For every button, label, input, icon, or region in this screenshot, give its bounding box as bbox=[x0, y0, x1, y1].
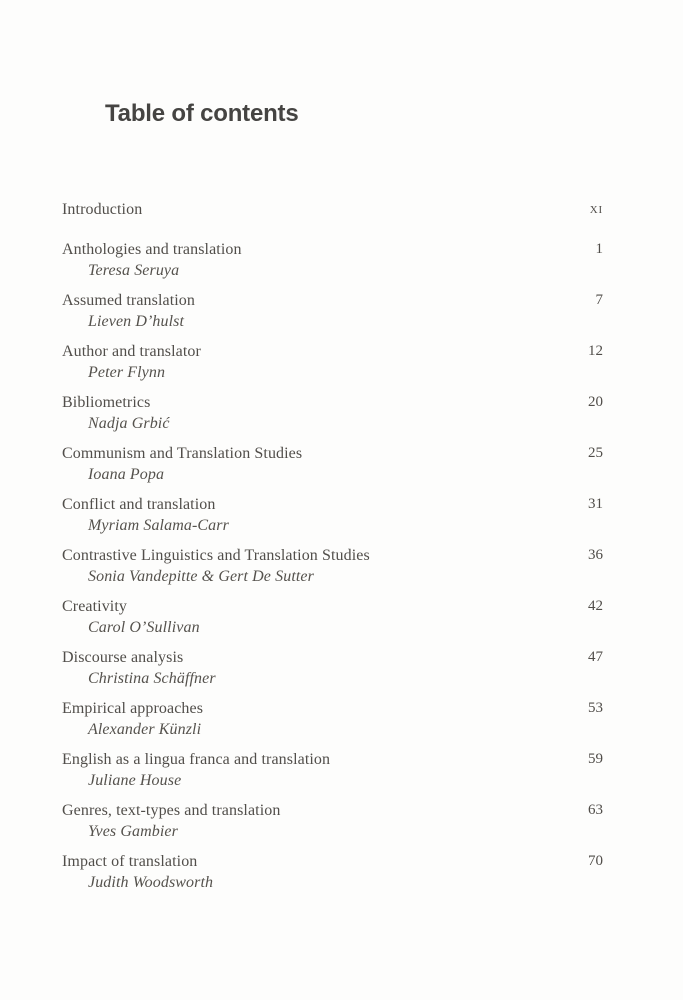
entry-page-number: 12 bbox=[588, 343, 603, 359]
entry-author: Sonia Vandepitte & Gert De Sutter bbox=[88, 568, 314, 585]
toc-entry bbox=[62, 851, 603, 893]
toc-entry bbox=[62, 494, 603, 536]
entry-author: Lieven D’hulst bbox=[88, 313, 185, 330]
page-title: Table of contents bbox=[105, 100, 299, 128]
entry-author: Myriam Salama-Carr bbox=[88, 517, 229, 534]
entry-title: Discourse analysis bbox=[62, 649, 184, 666]
toc-entry bbox=[62, 199, 603, 220]
entry-title: Conflict and translation bbox=[62, 496, 216, 513]
toc-entry bbox=[62, 698, 603, 740]
entry-title: Bibliometrics bbox=[62, 394, 151, 411]
entry-title: Introduction bbox=[62, 201, 143, 218]
entry-page-number: 63 bbox=[588, 802, 603, 818]
entry-title: Communism and Translation Studies bbox=[62, 445, 303, 462]
entry-title: Author and translator bbox=[62, 343, 201, 360]
entry-page-number: 36 bbox=[588, 547, 603, 563]
entry-page-number: 31 bbox=[588, 496, 603, 512]
entry-title: English as a lingua franca and translation bbox=[62, 751, 331, 768]
entry-title: Anthologies and translation bbox=[62, 241, 242, 258]
toc-entry bbox=[62, 800, 603, 842]
entry-page-number: xi bbox=[589, 201, 603, 217]
toc-entry bbox=[62, 749, 603, 791]
toc-entry bbox=[62, 290, 603, 332]
entry-author: Juliane House bbox=[88, 772, 182, 789]
entry-author: Christina Schäffner bbox=[88, 670, 216, 687]
entry-page-number: 25 bbox=[588, 445, 603, 461]
entry-author: Teresa Seruya bbox=[88, 262, 180, 279]
entry-author: Alexander Künzli bbox=[88, 721, 202, 738]
entry-author: Carol O’Sullivan bbox=[88, 619, 200, 636]
entry-page-number: 1 bbox=[595, 241, 603, 257]
entry-author: Yves Gambier bbox=[88, 823, 178, 840]
table-of-contents bbox=[62, 199, 603, 902]
entry-author: Nadja Grbić bbox=[88, 415, 170, 432]
toc-entry bbox=[62, 545, 603, 587]
entry-title: Assumed translation bbox=[62, 292, 195, 309]
entry-page-number: 70 bbox=[588, 853, 603, 869]
entry-page-number: 42 bbox=[588, 598, 603, 614]
entry-page-number: 53 bbox=[588, 700, 603, 716]
entry-page-number: 7 bbox=[595, 292, 603, 308]
entry-author: Judith Woodsworth bbox=[88, 874, 214, 891]
entry-author: Peter Flynn bbox=[88, 364, 166, 381]
toc-entry bbox=[62, 647, 603, 689]
entry-title: Creativity bbox=[62, 598, 127, 615]
toc-entry bbox=[62, 239, 603, 281]
entry-title: Contrastive Linguistics and Translation Studies bbox=[62, 547, 370, 564]
toc-entry bbox=[62, 341, 603, 383]
toc-entry bbox=[62, 392, 603, 434]
entry-title: Impact of translation bbox=[62, 853, 198, 870]
entry-page-number: 20 bbox=[588, 394, 603, 410]
entry-author: Ioana Popa bbox=[88, 466, 165, 483]
entry-page-number: 59 bbox=[588, 751, 603, 767]
entry-title: Genres, text-types and translation bbox=[62, 802, 281, 819]
entry-page-number: 47 bbox=[588, 649, 603, 665]
toc-entry bbox=[62, 443, 603, 485]
entry-title: Empirical approaches bbox=[62, 700, 204, 717]
toc-entry bbox=[62, 596, 603, 638]
